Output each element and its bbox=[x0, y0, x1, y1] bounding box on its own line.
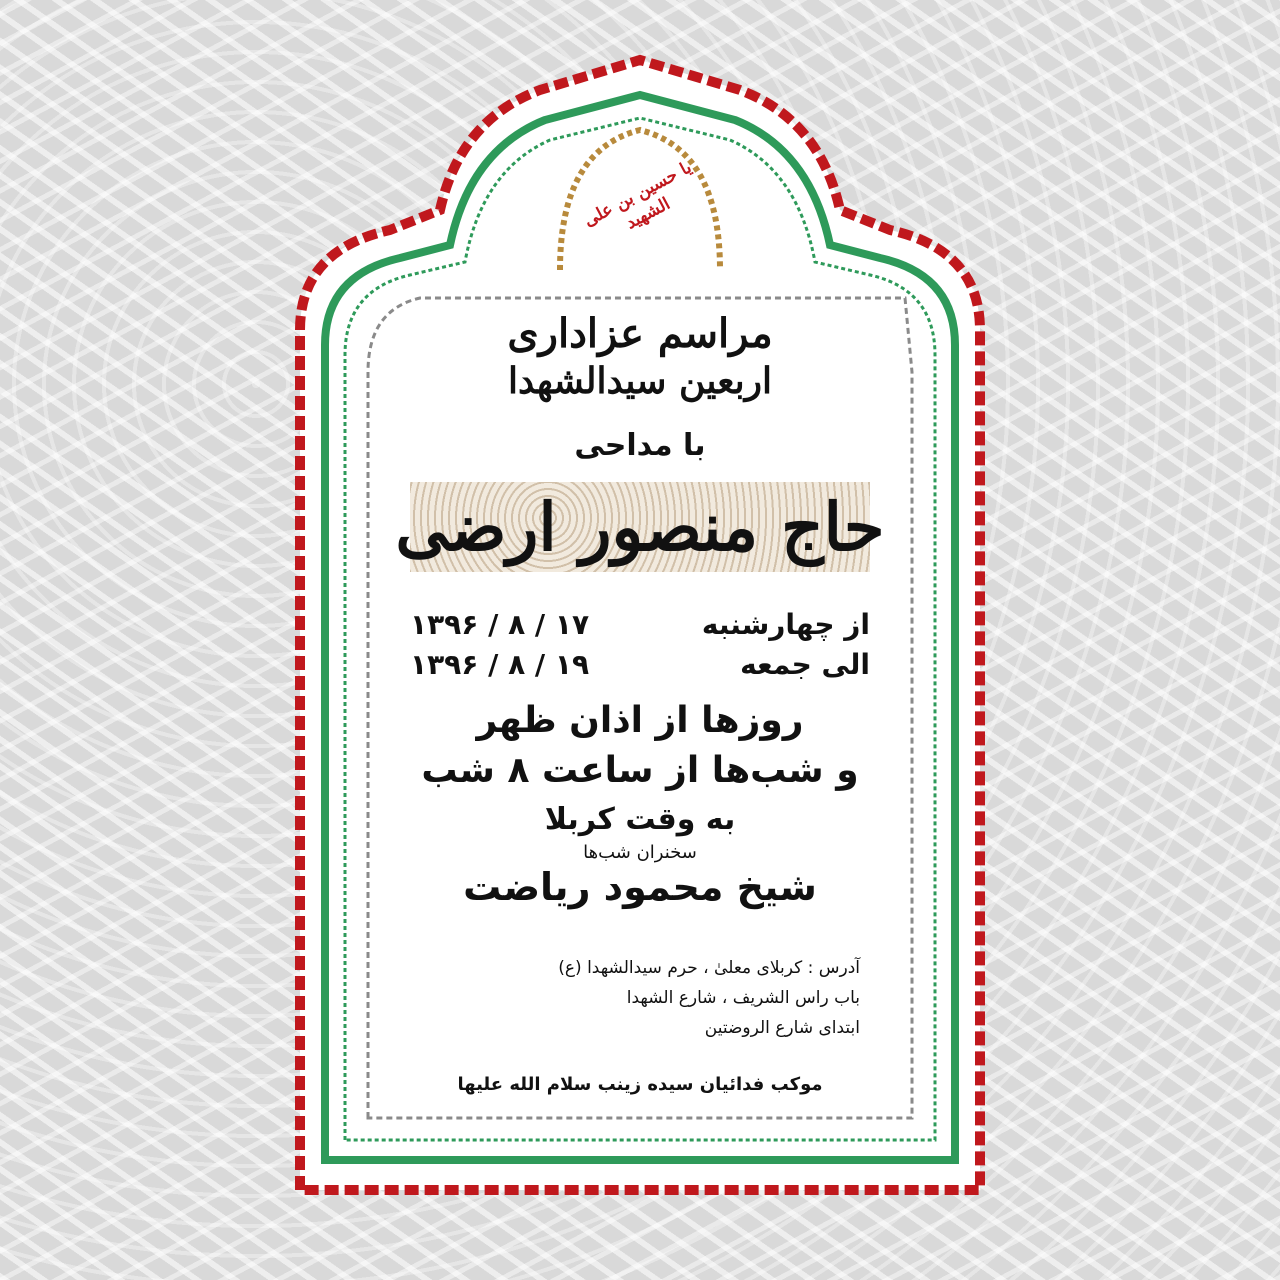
timezone-note: به وقت کربلا bbox=[544, 802, 736, 837]
ceremony-subtitle: اربعین سیدالشهدا bbox=[507, 360, 773, 402]
poster-content bbox=[380, 290, 900, 1095]
address-line-3: ابتدای شارع الروضتین bbox=[704, 1018, 860, 1038]
address-line-1: آدرس : کربلای معلیٰ ، حرم سیدالشهدا (ع) bbox=[558, 958, 860, 978]
performer-name: حاج منصور ارضی bbox=[395, 488, 885, 566]
ceremony-title: مراسم عزاداری bbox=[507, 310, 773, 357]
address-line-2: باب راس الشریف ، شارع الشهدا bbox=[626, 988, 860, 1008]
organizer-name: موکب فدائیان سیده زینب سلام الله علیها bbox=[457, 1074, 823, 1095]
speaker-name: شیخ محمود ریاضت bbox=[463, 865, 817, 909]
start-date-label: از چهارشنبه bbox=[701, 608, 870, 641]
night-schedule: و شب‌ها از ساعت ۸ شب bbox=[421, 750, 859, 791]
daytime-schedule: روزها از اذان ظهر bbox=[476, 700, 804, 741]
emblem-calligraphy: یا حسین بن علی الشهید bbox=[580, 157, 696, 234]
speaker-label: سخنران شب‌ها bbox=[583, 842, 697, 863]
start-date-value: ۱۳۹۶ / ۸ / ۱۷ bbox=[410, 608, 590, 641]
end-date-label: الی جمعه bbox=[740, 648, 870, 681]
end-date-value: ۱۳۹۶ / ۸ / ۱۹ bbox=[410, 648, 590, 681]
performer-intro: با مداحی bbox=[574, 428, 706, 463]
